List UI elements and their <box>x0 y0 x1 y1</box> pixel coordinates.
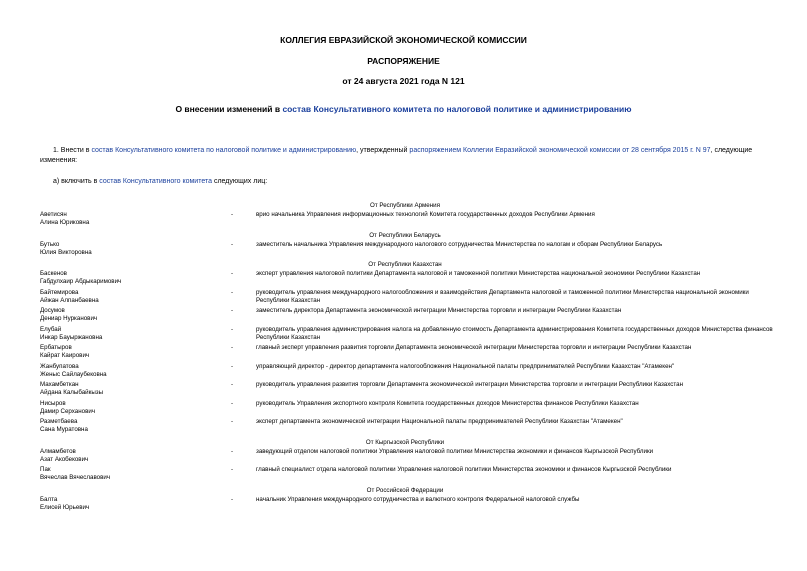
member-position: врио начальника Управления информационных технологий Комитета государственных доходов Республики Армения <box>256 211 595 218</box>
member-given-name: Алина Юриковна <box>40 219 90 226</box>
dash-separator: - <box>231 399 234 407</box>
country-heading: От Республики Казахстан <box>368 261 442 268</box>
member-row <box>40 288 770 307</box>
member-surname: Балта <box>40 495 58 503</box>
member-name <box>40 289 230 305</box>
member-row <box>40 325 773 344</box>
member-row <box>40 417 770 436</box>
member-surname: Елубай <box>40 325 62 333</box>
member-surname: Досумов <box>40 307 65 314</box>
member-given-name: Вячеслав Вячеславович <box>40 474 111 481</box>
member-given-name: Дамир Серханович <box>40 407 96 415</box>
member-given-name: Инкар Бауыржановна <box>40 333 103 341</box>
member-row <box>40 343 770 362</box>
member-surname: Ербатыров <box>40 344 72 351</box>
date-number-heading: от 24 августа 2021 года N 121 <box>342 76 465 86</box>
para1-link-2[interactable]: распоряжением Коллегии Евразийской экономической комиссии от 28 сентября 2015 г. N 97 <box>409 147 711 154</box>
para1-link-1[interactable]: состав Консультативного комитета по налоговой политике и администрированию <box>91 147 357 154</box>
member-row <box>40 306 770 325</box>
member-row <box>40 240 770 259</box>
para1-text-1: 1. Внести в <box>53 147 92 154</box>
title-prefix: О внесении изменений в <box>175 104 283 114</box>
dash-separator: - <box>231 447 234 455</box>
para2-text-1: а) включить в <box>53 178 100 185</box>
org-heading: КОЛЛЕГИЯ ЕВРАЗИЙСКОЙ ЭКОНОМИЧЕСКОЙ КОМИССИИ <box>280 35 527 45</box>
dash-separator: - <box>231 325 234 333</box>
country-heading: От Республики Беларусь <box>369 231 441 239</box>
member-surname: Нисыров <box>40 399 66 407</box>
member-surname: Байтемирова <box>40 288 79 296</box>
member-position: управляющий директор - директор департамента налогообложения Национальной палаты предпринимателей Республики Казахстан "Атамекен" <box>256 362 675 370</box>
member-position: заместитель начальника Управления международного налогового сотрудничества Министерства по налогам и сборам Республики Беларусь <box>256 240 663 248</box>
member-position: руководитель управления развития торговли Департамента экономической интеграции Министерства торговли и интеграции Республики Казахстан <box>256 381 683 388</box>
para1-text-2: , утвержденный <box>356 147 410 154</box>
member-name <box>40 466 230 482</box>
member-name <box>40 211 230 227</box>
member-name <box>40 270 230 286</box>
dash-separator: - <box>231 211 234 218</box>
member-given-name: Кайрат Каирович <box>40 352 90 359</box>
member-name <box>40 400 230 416</box>
member-given-name: Айжан Алпанбаевна <box>40 296 99 304</box>
member-name <box>40 241 230 257</box>
member-position: заведующий отделом налоговой политики Управления налоговой политики Министерства экономики и финансов Кыргызской Республики <box>256 447 654 455</box>
member-given-name: Азат Акобекович <box>40 455 89 463</box>
dash-separator: - <box>231 418 234 425</box>
member-position: руководитель управления администрирования налога на добавленную стоимость Департамента администрирования Комитета государственных доходов Министерства финансов Республики Казахстан <box>256 325 773 341</box>
member-position: эксперт департамента экономической интеграции Национальной палаты предпринимателей Республики Казахстан "Атамекен" <box>256 418 623 425</box>
para1-text-4: изменения: <box>40 157 78 164</box>
member-name <box>40 363 230 379</box>
document-title <box>0 104 807 114</box>
country-heading: От Республики Армения <box>370 202 440 209</box>
member-row <box>40 465 770 484</box>
member-surname: Махамбеткан <box>40 381 79 388</box>
dash-separator: - <box>231 288 234 296</box>
member-name <box>40 496 230 512</box>
dash-separator: - <box>231 307 234 314</box>
member-surname: Алмамбетов <box>40 447 76 455</box>
dash-separator: - <box>231 240 234 248</box>
member-row <box>40 362 770 381</box>
member-name <box>40 326 230 342</box>
doc-type-heading: РАСПОРЯЖЕНИЕ <box>367 56 440 66</box>
member-row <box>40 380 770 399</box>
member-surname: Бутько <box>40 240 60 248</box>
member-row <box>40 495 770 514</box>
member-position: эксперт управления налоговой политики Департамента налоговой и таможенной политики Министерства национальной экономики Республики Казахстан <box>256 270 701 277</box>
title-link[interactable]: состав Консультативного комитета по налоговой политике и администрированию <box>282 104 632 114</box>
member-position: заместитель директора Департамента экономической интеграции Министерства торговли и интеграции Республики Казахстан <box>256 307 622 314</box>
dash-separator: - <box>231 344 234 351</box>
member-name <box>40 344 230 360</box>
para1-text-3: , следующие <box>710 147 753 154</box>
member-surname: Баскенов <box>40 270 67 277</box>
country-heading: От Российской Федерации <box>366 486 444 494</box>
member-surname: Жанбупатова <box>40 362 79 370</box>
dash-separator: - <box>231 362 234 370</box>
member-name <box>40 418 230 434</box>
member-row <box>40 269 770 288</box>
para2-link-1[interactable]: состав Консультативного комитета <box>99 178 213 185</box>
member-row <box>40 210 770 229</box>
dash-separator: - <box>231 381 234 388</box>
members-table <box>40 199 773 513</box>
member-row <box>40 399 770 418</box>
para2-text-2: следующих лиц: <box>212 178 268 185</box>
member-surname: Аветисян <box>40 211 67 218</box>
member-given-name: Сана Муратовна <box>40 426 88 433</box>
member-given-name: Елисей Юрьевич <box>40 503 90 511</box>
member-given-name: Юлия Викторовна <box>40 248 92 256</box>
dash-separator: - <box>231 495 234 503</box>
member-given-name: Айдана Калыбайкызы <box>40 389 104 396</box>
member-row <box>40 447 770 466</box>
paragraph-1 <box>40 146 770 166</box>
member-name <box>40 307 230 323</box>
member-position: руководитель управления международного налогообложения и взаимодействия Департамента налоговой и таможенной политики Министерства национальной экономики Республики Казахстан <box>256 288 749 304</box>
member-surname: Разметбаева <box>40 418 78 425</box>
member-given-name: Габдулхаир Абдыкаримович <box>40 278 122 285</box>
member-surname: Пак <box>40 466 51 473</box>
paragraph-2 <box>53 177 267 187</box>
dash-separator: - <box>231 466 234 473</box>
member-name <box>40 448 230 464</box>
member-given-name: Дениар Нурканович <box>40 315 98 322</box>
country-heading: От Кыргызской Республики <box>365 438 445 446</box>
dash-separator: - <box>231 270 234 277</box>
member-position: начальник Управления международного сотрудничества и валютного контроля Федеральной налоговой службы <box>256 495 580 503</box>
member-name <box>40 381 230 397</box>
member-position: главный эксперт управления развития торговли Департамента экономической интеграции Министерства торговли и интеграции Республики Казахстан <box>256 344 692 351</box>
member-position: главный специалист отдела налоговой политики Управления налоговой политики Министерства экономики и финансов Кыргызской Республики <box>256 466 672 473</box>
member-position: руководитель Управления экспортного контроля Комитета государственных доходов Министерства финансов Республики Казахстан <box>256 399 639 407</box>
member-given-name: Женыс Сайлаубековна <box>40 370 107 378</box>
